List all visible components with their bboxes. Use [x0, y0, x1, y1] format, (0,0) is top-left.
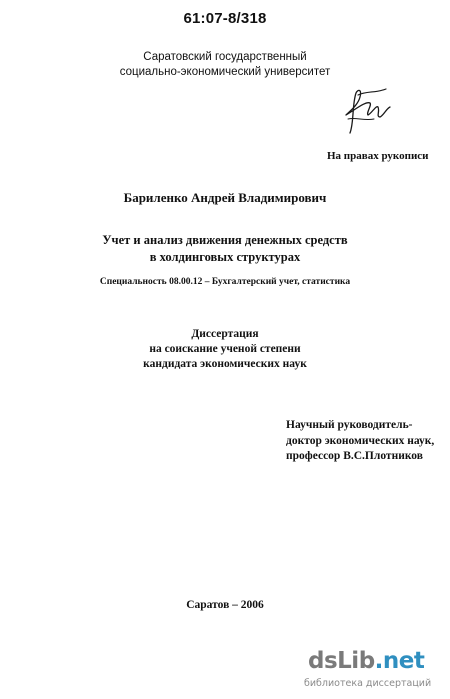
supervisor-line-2: доктор экономических наук, [286, 434, 435, 447]
watermark-logo [300, 648, 448, 692]
thesis-title-line-1: Учет и анализ движения денежных средств [102, 233, 348, 247]
degree-line-3: кандидата экономических наук [143, 358, 307, 370]
watermark-logo-main: dsLib [308, 648, 375, 674]
watermark-logo-tld: .net [374, 648, 425, 674]
degree-line-2: на соискание ученой степени [149, 343, 301, 355]
university-name [0, 50, 450, 80]
degree-statement [0, 327, 450, 372]
supervisor-line-3: профессор В.С.Плотников [286, 450, 423, 462]
university-line-1: Саратовский государственный [143, 51, 307, 63]
supervisor-line-1: Научный руководитель- [286, 419, 413, 431]
rights-note: На правах рукописи [327, 150, 429, 162]
watermark-logo-text [308, 648, 424, 674]
signature-icon [336, 85, 398, 137]
thesis-title-line-2: в холдинговых структурах [149, 250, 301, 264]
supervisor-block [286, 418, 434, 465]
catalog-code: 61:07-8/318 [183, 10, 267, 27]
city-year: Саратов – 2006 [186, 599, 264, 611]
watermark-subtitle: библиотека диссертаций [304, 678, 432, 689]
university-line-2: социально-экономический университет [119, 66, 331, 78]
author-name: Бариленко Андрей Владимирович [123, 190, 327, 205]
degree-line-1: Диссертация [191, 328, 259, 340]
specialty: Специальность 08.00.12 – Бухгалтерский учет, статистика [99, 277, 351, 287]
thesis-title [0, 232, 450, 266]
